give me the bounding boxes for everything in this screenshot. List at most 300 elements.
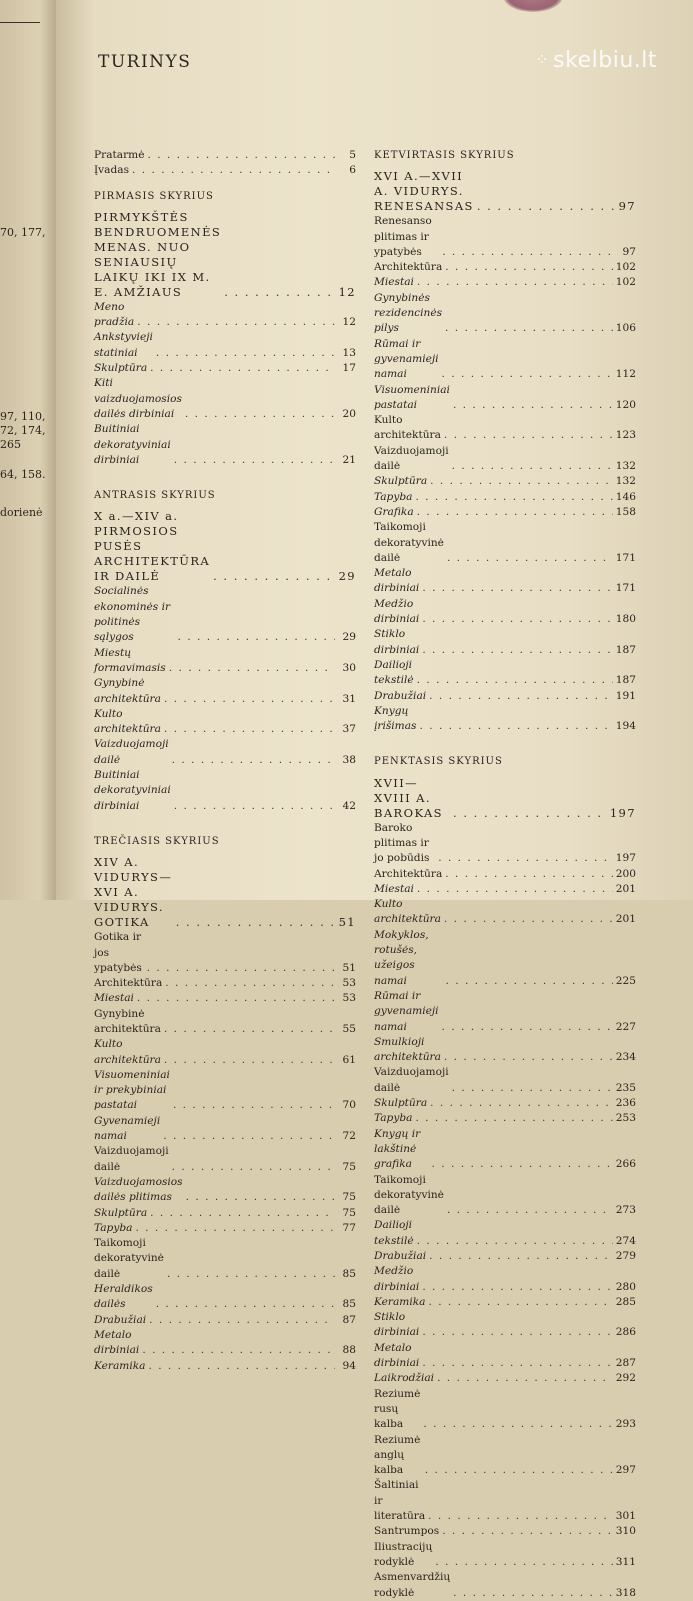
watermark-text: skelbiu.lt xyxy=(553,48,657,73)
toc-entry xyxy=(374,505,636,520)
toc-page-number: 51 xyxy=(342,961,356,974)
toc-page-number: 191 xyxy=(615,689,636,702)
toc-entry xyxy=(94,361,356,376)
toc-page-number: 280 xyxy=(615,1280,636,1293)
toc-leader-dots xyxy=(430,474,613,489)
toc-entry-title: Kulto architektūra xyxy=(374,414,441,442)
toc-entry xyxy=(374,821,636,867)
toc-page-number: 38 xyxy=(342,753,356,766)
toc-leader-dots xyxy=(176,915,335,930)
toc-entry xyxy=(94,930,356,976)
toc-entry-title: Stiklo dirbiniai xyxy=(374,628,420,656)
toc-entry xyxy=(374,474,636,489)
toc-page-number: 234 xyxy=(615,1051,636,1064)
toc-entry xyxy=(374,1218,636,1249)
toc-entry xyxy=(374,689,636,704)
toc-entry xyxy=(374,1249,636,1264)
toc-entry xyxy=(94,1206,356,1221)
toc-leader-dots xyxy=(150,1206,335,1221)
toc-entry xyxy=(374,1127,636,1173)
toc-leader-dots xyxy=(167,1267,335,1282)
toc-page-number: 97 xyxy=(622,245,636,258)
toc-entry-title: Drabužiai xyxy=(374,1250,427,1262)
toc-section-heading: PIRMASIS SKYRIUS xyxy=(94,190,214,202)
toc-entry-title: Keramika xyxy=(374,1295,426,1308)
toc-entry-title: Socialinės ekonominės ir politinės sąlygos xyxy=(94,585,171,644)
toc-entry-title: Skulptūra xyxy=(374,475,428,488)
toc-page-number: 287 xyxy=(615,1357,636,1370)
toc-chapter-title xyxy=(374,169,636,214)
toc-entry xyxy=(94,163,356,178)
toc-entry xyxy=(374,1478,636,1524)
toc-entry-title: Drabužiai xyxy=(374,689,427,702)
toc-leader-dots xyxy=(422,1356,612,1371)
toc-leader-dots xyxy=(164,722,335,737)
toc-leader-dots xyxy=(452,1081,613,1096)
toc-leader-dots xyxy=(425,1463,613,1478)
toc-page-number: 286 xyxy=(615,1326,636,1339)
toc-entry xyxy=(374,490,636,505)
toc-page-number: 266 xyxy=(615,1158,636,1171)
toc-leader-dots xyxy=(428,1509,613,1524)
toc-page-number: 112 xyxy=(615,368,636,381)
toc-entry-title: Metalo dirbiniai xyxy=(374,567,420,595)
toc-leader-dots xyxy=(142,1343,335,1358)
toc-entry-title: Vaizduojamoji dailė xyxy=(94,738,169,766)
toc-page-number: 42 xyxy=(342,799,356,812)
toc-entry xyxy=(374,1065,636,1096)
toc-entry-title: Šaltiniai ir literatūra xyxy=(374,1479,426,1523)
toc-right-column xyxy=(374,148,636,1601)
toc-leader-dots xyxy=(173,1098,335,1113)
toc-entry-title: Miestai xyxy=(94,992,134,1005)
toc-entry-title: Gynybinė architektūra xyxy=(94,1007,161,1035)
toc-page-number: 12 xyxy=(342,316,356,329)
toc-entry xyxy=(374,260,636,275)
toc-leader-dots xyxy=(172,1160,335,1175)
toc-page-number: 236 xyxy=(615,1097,636,1110)
toc-page-number: 311 xyxy=(615,1555,636,1568)
toc-leader-dots xyxy=(453,806,607,821)
toc-leader-dots xyxy=(163,1129,335,1144)
toc-leader-dots xyxy=(435,1555,612,1570)
spacer xyxy=(374,734,636,744)
toc-entry xyxy=(374,291,636,337)
toc-entry xyxy=(94,991,356,1006)
toc-page-number: 318 xyxy=(615,1586,636,1599)
toc-leader-dots xyxy=(150,361,335,376)
toc-page-number: 253 xyxy=(615,1112,636,1125)
toc-entry-title: Meno pradžia xyxy=(94,300,135,329)
toc-entry xyxy=(94,422,356,468)
toc-entry xyxy=(94,584,356,645)
toc-page-number: 225 xyxy=(615,974,636,987)
toc-leader-dots xyxy=(137,315,335,330)
toc-page-number: 235 xyxy=(615,1081,636,1094)
toc-leader-dots xyxy=(422,1325,612,1340)
toc-entry-title: Kulto architektūra xyxy=(94,707,161,736)
toc-entry-title: Gotika ir jos ypatybės xyxy=(94,931,142,974)
toc-page-number: 88 xyxy=(342,1344,356,1357)
toc-page-number: 274 xyxy=(615,1234,636,1247)
toc-entry-title: Vaizduojamosios dailės plitimas xyxy=(94,1175,183,1204)
toc-entry xyxy=(374,337,636,383)
toc-leader-dots xyxy=(453,398,613,413)
toc-page-number: 53 xyxy=(342,992,356,1005)
toc-leader-dots xyxy=(428,1295,612,1310)
toc-page-number: 201 xyxy=(615,913,636,926)
toc-entry-title: Pratarmė xyxy=(94,149,145,161)
toc-entry xyxy=(374,928,636,989)
toc-page-number: 17 xyxy=(342,362,356,375)
toc-page-number: 85 xyxy=(342,1298,356,1311)
page-title: TURINYS xyxy=(98,52,192,72)
toc-entry-title: Metalo dirbiniai xyxy=(374,1341,420,1370)
toc-leader-dots xyxy=(213,569,335,584)
toc-leader-dots xyxy=(423,1417,612,1432)
toc-page-number: 297 xyxy=(615,1464,636,1477)
toc-page-number: 21 xyxy=(342,453,356,466)
toc-entry xyxy=(374,1387,636,1433)
toc-entry-title: Gyvenamieji namai xyxy=(94,1114,161,1143)
toc-page-number: 94 xyxy=(342,1359,356,1372)
toc-page-number: 20 xyxy=(342,407,356,420)
toc-entry xyxy=(374,1341,636,1372)
toc-page-number: 75 xyxy=(342,1206,356,1219)
toc-page-number: 132 xyxy=(615,475,636,488)
toc-entry-title: Skulptūra xyxy=(94,1206,148,1219)
toc-leader-dots xyxy=(444,428,613,443)
toc-entry-title: Laikrodžiai xyxy=(374,1372,435,1385)
toc-entry-title: Kiti vaizduojamosios dailės dirbiniai xyxy=(94,377,182,420)
toc-entry-title: Medžio dirbiniai xyxy=(374,597,420,626)
toc-leader-dots xyxy=(437,1371,613,1386)
toc-entry-title: Grafika xyxy=(374,505,414,518)
toc-page-number: 171 xyxy=(615,582,636,595)
watermark xyxy=(535,48,657,73)
toc-entry xyxy=(94,707,356,738)
toc-entry-title: Knygų ir lakštinė grafika xyxy=(374,1127,421,1171)
toc-leader-dots xyxy=(422,581,612,596)
toc-entry xyxy=(374,627,636,658)
toc-page-number: 292 xyxy=(615,1372,636,1385)
toc-entry xyxy=(94,1236,356,1282)
toc-leader-dots xyxy=(429,689,613,704)
toc-leader-dots xyxy=(419,719,612,734)
toc-page-number: 158 xyxy=(615,505,636,518)
toc-page-number: 123 xyxy=(615,429,636,442)
toc-entry-title: Skulptūra xyxy=(374,1097,428,1110)
toc-entry xyxy=(94,676,356,707)
toc-entry-title: Miestai xyxy=(374,882,414,895)
toc-entry-title: Visuomeniniai pastatai xyxy=(374,383,450,411)
left-page-edge xyxy=(0,0,56,900)
left-margin-fragment: dorienė xyxy=(0,506,43,519)
toc-leader-dots xyxy=(430,1096,613,1111)
toc-page-number: 70 xyxy=(342,1099,356,1112)
toc-leader-dots xyxy=(442,245,615,260)
left-margin-fragment: 70, 177, xyxy=(0,226,46,239)
finger-shadow xyxy=(503,0,563,12)
toc-entry xyxy=(94,1313,356,1328)
toc-leader-dots xyxy=(438,851,613,866)
toc-leader-dots xyxy=(442,367,613,382)
toc-page-number: 102 xyxy=(615,276,636,289)
toc-entry-title: Visuomeniniai ir prekybiniai pastatai xyxy=(94,1068,170,1112)
toc-leader-dots xyxy=(174,799,335,814)
toc-entry xyxy=(374,275,636,290)
toc-leader-dots xyxy=(156,1297,335,1312)
toc-leader-dots xyxy=(477,199,615,214)
toc-entry-title: Taikomoji dekoratyvinė dailė xyxy=(374,1173,444,1217)
toc-entry xyxy=(374,597,636,628)
toc-entry xyxy=(374,1295,636,1310)
toc-page-number: 51 xyxy=(338,915,356,930)
toc-entry xyxy=(94,148,356,163)
toc-entry xyxy=(374,1096,636,1111)
toc-entry-title: Gynybinė architektūra xyxy=(94,677,161,705)
toc-page-number: 12 xyxy=(338,284,356,299)
toc-entry xyxy=(374,882,636,897)
toc-entry xyxy=(374,658,636,689)
toc-entry-title: Tapyba xyxy=(374,1112,413,1125)
toc-entry-title: Kulto architektūra xyxy=(374,898,441,926)
toc-leader-dots xyxy=(172,753,335,768)
toc-leader-dots xyxy=(186,1190,335,1205)
toc-page-number: 171 xyxy=(615,551,636,564)
toc-leader-dots xyxy=(417,505,613,520)
toc-entry-title: X a.—XIV a. PIRMOSIOS PUSĖS ARCHITEKTŪRA IR DAILĖ xyxy=(94,509,211,584)
toc-entry-title: Tapyba xyxy=(94,1221,133,1234)
toc-leader-dots xyxy=(452,459,613,474)
toc-entry-title: Skulptūra xyxy=(94,362,148,375)
toc-entry xyxy=(374,520,636,566)
toc-entry-title: Taikomoji dekoratyvinė dailė xyxy=(94,1237,164,1280)
toc-entry xyxy=(374,214,636,260)
toc-page-number: 301 xyxy=(615,1510,636,1523)
toc-entry xyxy=(374,413,636,444)
toc-entry xyxy=(94,976,356,991)
toc-leader-dots xyxy=(164,1053,335,1068)
toc-leader-dots xyxy=(432,1157,613,1172)
toc-entry-title: Gynybinės rezidencinės pilys xyxy=(374,291,443,335)
toc-entry xyxy=(94,1068,356,1114)
toc-leader-dots xyxy=(415,1111,612,1126)
toc-entry-title: Vaizduojamoji dailė xyxy=(374,444,449,473)
toc-entry-title: Iliustracijų rodyklė xyxy=(374,1540,433,1568)
toc-page-number: 132 xyxy=(615,460,636,473)
toc-entry-title: Architektūra xyxy=(374,867,443,880)
toc-entry xyxy=(94,300,356,331)
toc-leader-dots xyxy=(444,1050,613,1065)
toc-entry xyxy=(374,1524,636,1539)
toc-entry-title: Dailioji tekstilė xyxy=(374,1219,414,1247)
toc-leader-dots xyxy=(147,148,335,163)
toc-page-number: 29 xyxy=(342,631,356,644)
toc-leader-dots xyxy=(224,285,335,300)
toc-page-number: 31 xyxy=(342,692,356,705)
toc-entry-title: Ankstyvieji statiniai xyxy=(94,331,153,359)
toc-entry xyxy=(94,376,356,422)
toc-page-number: 106 xyxy=(615,322,636,335)
toc-leader-dots xyxy=(147,961,335,976)
toc-leader-dots xyxy=(417,673,613,688)
toc-leader-dots xyxy=(453,1586,613,1601)
toc-leader-dots xyxy=(447,1203,613,1218)
toc-entry-title: XVII—XVIII A. BAROKAS xyxy=(374,775,443,820)
toc-leader-dots xyxy=(137,991,335,1006)
toc-leader-dots xyxy=(164,1022,335,1037)
toc-entry-title: XIV A. VIDURYS—XVI A. VIDURYS. GOTIKA xyxy=(94,855,173,930)
toc-leader-dots xyxy=(447,551,613,566)
toc-section-heading: TREČIASIS SKYRIUS xyxy=(94,835,220,847)
toc-entry xyxy=(374,1310,636,1341)
toc-leader-dots xyxy=(148,1359,335,1374)
toc-entry-title: Santrumpos xyxy=(374,1525,440,1538)
toc-entry-title: Heraldikos dailės xyxy=(94,1283,153,1311)
toc-leader-dots xyxy=(417,882,613,897)
toc-entry-title: Drabužiai xyxy=(94,1313,147,1326)
toc-entry-title: Taikomoji dekoratyvinė dailė xyxy=(374,521,444,564)
toc-entry-title: Miestai xyxy=(374,276,414,289)
toc-page-number: 87 xyxy=(342,1313,356,1326)
toc-entry xyxy=(374,867,636,882)
toc-entry-title: Vaizduojamoji dailė xyxy=(374,1066,449,1094)
toc-leader-dots xyxy=(445,867,613,882)
toc-page-number: 200 xyxy=(615,867,636,880)
toc-page-number: 61 xyxy=(342,1053,356,1066)
toc-entry-title: Stiklo dirbiniai xyxy=(374,1311,420,1339)
toc-page-number: 146 xyxy=(615,490,636,503)
toc-entry xyxy=(374,383,636,414)
toc-leader-dots xyxy=(445,321,613,336)
toc-entry-title: Buitiniai dekoratyviniai dirbiniai xyxy=(94,769,171,812)
toc-page-number: 194 xyxy=(615,720,636,733)
toc-entry-title: Architektūra xyxy=(374,261,443,274)
toc-leader-dots xyxy=(429,1249,613,1264)
toc-leader-dots xyxy=(417,1234,613,1249)
toc-leader-dots xyxy=(169,661,335,676)
left-margin-fragment: 72, 174, xyxy=(0,424,46,437)
toc-leader-dots xyxy=(135,1221,335,1236)
toc-leader-dots xyxy=(156,346,335,361)
toc-leader-dots xyxy=(417,275,613,290)
toc-entry xyxy=(94,1007,356,1038)
toc-left-column xyxy=(94,148,356,1384)
toc-entry xyxy=(94,1282,356,1313)
toc-entry xyxy=(374,1433,636,1479)
toc-chapter-title xyxy=(94,210,356,300)
toc-leader-dots xyxy=(415,490,612,505)
toc-leader-dots xyxy=(165,976,335,991)
toc-page-number: 273 xyxy=(615,1204,636,1217)
toc-chapter-title xyxy=(94,509,356,584)
toc-page-number: 120 xyxy=(615,398,636,411)
toc-leader-dots xyxy=(174,453,335,468)
toc-page-number: 227 xyxy=(615,1020,636,1033)
toc-entry xyxy=(94,330,356,361)
toc-leader-dots xyxy=(164,692,335,707)
spacer xyxy=(94,468,356,478)
toc-entry-title: XVI A.—XVII A. VIDURYS. RENESANSAS xyxy=(374,169,474,214)
toc-chapter-title xyxy=(94,855,356,930)
left-margin-fragment: 97, 110, xyxy=(0,410,46,423)
toc-entry-title: Renesanso plitimas ir ypatybės xyxy=(374,215,432,258)
toc-entry xyxy=(374,1173,636,1219)
toc-page-number: 77 xyxy=(342,1221,356,1234)
toc-entry xyxy=(374,1111,636,1126)
toc-entry xyxy=(374,1264,636,1295)
toc-section-heading: KETVIRTASIS SKYRIUS xyxy=(374,150,515,161)
toc-page-number: 197 xyxy=(609,805,636,820)
spacer xyxy=(94,814,356,824)
toc-entry xyxy=(94,1175,356,1206)
toc-entry-title: Metalo dirbiniai xyxy=(94,1328,140,1357)
toc-page-number: 75 xyxy=(342,1160,356,1173)
toc-leader-dots xyxy=(422,612,612,627)
toc-entry xyxy=(374,566,636,597)
toc-entry-title: Reziumė rusų kalba xyxy=(374,1387,421,1431)
toc-page-number: 13 xyxy=(342,346,356,359)
toc-entry xyxy=(374,1570,636,1601)
toc-entry xyxy=(94,1221,356,1236)
toc-entry-title: Kulto architektūra xyxy=(94,1038,161,1066)
toc-page-number: 102 xyxy=(615,261,636,274)
toc-page-number: 6 xyxy=(349,164,356,177)
toc-entry-title: Architektūra xyxy=(94,977,163,990)
toc-entry-title: Rūmai ir gyvenamieji namai xyxy=(374,337,439,381)
toc-entry-title: Vaizduojamoji dailė xyxy=(94,1145,169,1173)
toc-entry xyxy=(374,1540,636,1571)
toc-page-number: 72 xyxy=(342,1130,356,1143)
toc-entry xyxy=(94,737,356,768)
toc-page-number: 279 xyxy=(615,1250,636,1262)
toc-entry-title: Asmenvardžių rodyklė xyxy=(374,1571,451,1599)
toc-page-number: 187 xyxy=(615,643,636,656)
toc-entry xyxy=(374,989,636,1035)
toc-entry xyxy=(94,646,356,677)
left-margin-fragment: 265 xyxy=(0,438,21,451)
toc-page-number: 310 xyxy=(615,1525,636,1538)
toc-page-number: 55 xyxy=(342,1022,356,1035)
toc-page-number: 53 xyxy=(342,977,356,990)
toc-entry-title: Medžio dirbiniai xyxy=(374,1265,420,1293)
toc-leader-dots xyxy=(178,630,335,645)
toc-leader-dots xyxy=(132,163,335,178)
toc-page-number: 285 xyxy=(615,1295,636,1308)
toc-entry-title: Smulkioji architektūra xyxy=(374,1035,441,1064)
toc-entry xyxy=(94,768,356,814)
toc-entry xyxy=(94,1114,356,1145)
toc-leader-dots xyxy=(445,974,612,989)
toc-entry-title: PIRMYKŠTĖS BENDRUOMENĖS MENAS. NUO SENIAUSIŲ LAIKŲ IKI IX M. E. AMŽIAUS xyxy=(94,209,222,299)
toc-page-number: 187 xyxy=(615,674,636,687)
toc-page-number: 180 xyxy=(615,613,636,626)
toc-page-number: 37 xyxy=(342,723,356,736)
toc-leader-dots xyxy=(442,1524,613,1539)
toc-entry xyxy=(374,1371,636,1386)
toc-page-number: 201 xyxy=(615,882,636,895)
toc-entry-title: Rūmai ir gyvenamieji namai xyxy=(374,989,439,1033)
toc-leader-dots xyxy=(422,1280,612,1295)
toc-page-number: 197 xyxy=(615,852,636,865)
toc-entry-title: Mokyklos, rotušės, užeigos namai xyxy=(374,928,429,987)
toc-entry-title: Miestų formavimasis xyxy=(94,646,166,674)
toc-entry xyxy=(374,704,636,735)
toc-page-number: 293 xyxy=(615,1418,636,1431)
toc-entry xyxy=(94,1359,356,1374)
toc-entry xyxy=(374,444,636,475)
